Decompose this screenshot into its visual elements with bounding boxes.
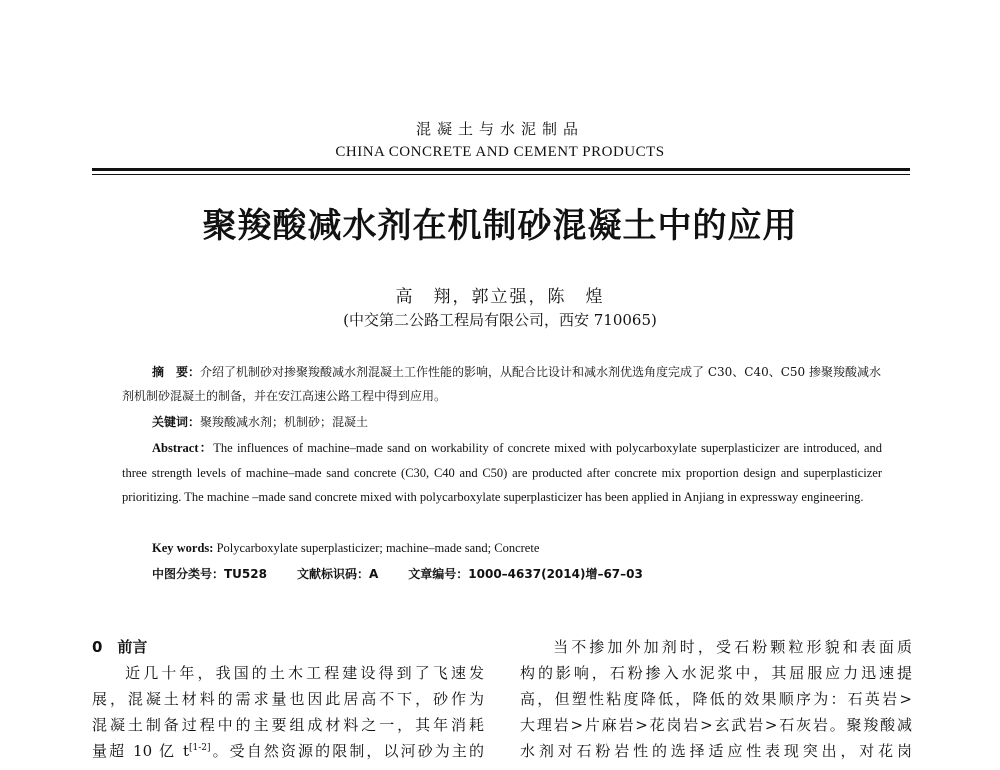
keywords-cn [122, 410, 882, 434]
citation-ref: [1-2] [188, 743, 211, 753]
abstract-en-label: Abstract： [152, 441, 214, 455]
body-right-column [520, 634, 912, 764]
abstract-cn-label: 摘 要： [152, 365, 201, 379]
article-number: 文章编号：1000–4637(2014)增–67–03 [408, 567, 643, 581]
article-affiliation: (中交第二公路工程局有限公司，西安 710065) [343, 311, 657, 329]
body-right-line-5: 水剂对石粉岩性的选择适应性表现突出，对花岗 [520, 742, 912, 760]
article-authors: 高 翔，郭立强，陈 煌 [395, 287, 605, 307]
keywords-en [122, 536, 882, 560]
body-left-column [92, 634, 484, 764]
clc-number: 中图分类号：TU528 [152, 567, 267, 581]
abstract-cn-text: 介绍了机制砂对掺聚羧酸减水剂混凝土工作性能的影响，从配合比设计和减水剂优选角度完成了 C30、C40、C50 掺聚羧酸减水剂机制砂混凝土的制备，并在安江高速公路工程中得到应用。 [122, 365, 882, 403]
body-left-line-1: 近几十年，我国的土木工程建设得到了飞速发 [122, 664, 484, 682]
body-left-line-2: 展，混凝土材料的需求量也因此居高不下，砂作为 [92, 690, 484, 708]
keywords-cn-label: 关键词： [152, 415, 201, 429]
classification-line [122, 562, 882, 586]
abstract-en [122, 436, 882, 510]
body-left-line-4: 量超 10 亿 t[1-2]。受自然资源的限制，以河砂为主的 [92, 742, 484, 760]
keywords-en-label: Key words: [152, 541, 214, 555]
body-right-line-1: 当不掺加外加剂时，受石粉颗粒形貌和表面质 [550, 638, 912, 656]
journal-name-en: CHINA CONCRETE AND CEMENT PRODUCTS [335, 144, 665, 160]
body-right-line-4: 大理岩>片麻岩>花岗岩>玄武岩>石灰岩。聚羧酸减 [520, 716, 912, 734]
keywords-cn-text: 聚羧酸减水剂；机制砂；混凝土 [200, 415, 369, 429]
abstract-cn [122, 360, 882, 408]
keywords-en-text: Polycarboxylate superplasticizer; machine–made sand; Concrete [216, 541, 540, 555]
article-title: 聚羧酸减水剂在机制砂混凝土中的应用 [202, 206, 798, 246]
header-rule-thick [92, 168, 910, 171]
body-right-line-2: 构的影响，石粉掺入水泥浆中，其屈服应力迅速提 [520, 664, 912, 682]
body-right-line-3: 高，但塑性粘度降低，降低的效果顺序为：石英岩> [520, 690, 912, 708]
journal-name-cn: 混凝土与水泥制品 [415, 120, 584, 138]
body-left-line-3: 混凝土制备过程中的主要组成材料之一，其年消耗 [92, 716, 484, 734]
header-rule-thin [92, 174, 910, 175]
section-heading-intro: 0 前言 [92, 638, 148, 656]
abstract-en-text: The influences of machine–made sand on workability of concrete mixed with polycarboxylate superplasticizer are introduced, and three strength levels of machine–made sand concrete (C30, C40 and C50) are producted after concrete mix proportion design and superplasticizer prioritizing. The machine –made sand concrete mixed with polycarboxylate superplasticizer has been applied in Anjiang in expressway engineering. [122, 441, 883, 504]
document-code: 文献标识码：A [296, 567, 379, 581]
